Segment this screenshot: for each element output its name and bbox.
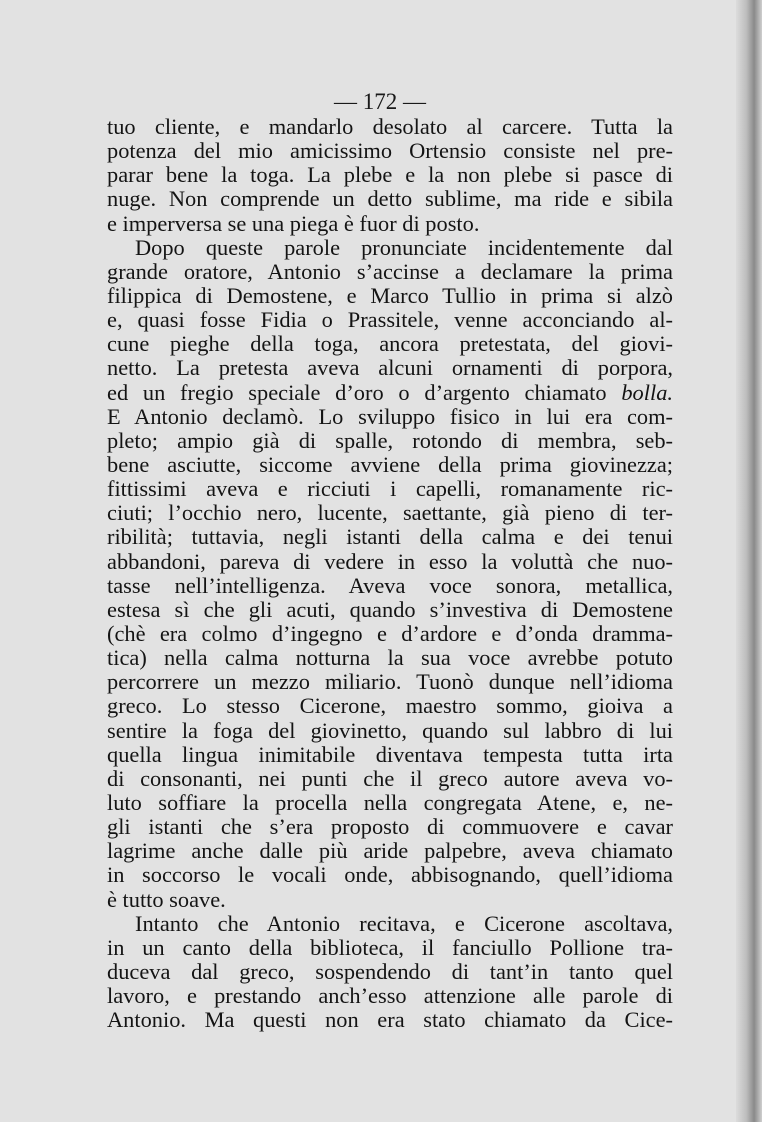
text-line: lagrime anche dalle più aride palpebre, aveva chiamato <box>107 838 673 864</box>
text-line: lavoro, e prestando anch’esso attenzione alle parole di <box>107 983 673 1009</box>
text-line: luto soffiare la procella nella congregata Atene, e, ne- <box>107 789 673 815</box>
text-line: tuo cliente, e mandarlo desolato al carcere. Tutta la <box>107 114 673 139</box>
text-line: E Antonio declamò. Lo sviluppo fisico in lui era com- <box>107 403 673 429</box>
text-line: abbandoni, pareva di vedere in esso la voluttà che nuo- <box>107 548 673 574</box>
text-line: ciuti; l’occhio nero, lucente, saettante, già pieno di ter- <box>107 500 673 526</box>
text-line: di consonanti, nei punti che il greco autore aveva vo- <box>107 765 673 791</box>
text-line: estesa sì che gli acuti, quando s’investiva di Demostene <box>107 596 673 622</box>
text-line: Intanto che Antonio recitava, e Cicerone ascoltava, <box>135 910 673 936</box>
text-line: bene asciutte, siccome avviene della prima giovinezza; <box>107 451 673 477</box>
text-line: tica) nella calma notturna la sua voce avrebbe potuto <box>107 645 673 671</box>
body-text <box>107 115 673 1032</box>
text-line: sentire la foga del giovinetto, quando sul labbro di lui <box>107 717 673 743</box>
text-line: e, quasi fosse Fidia o Prassitele, venne acconciando al- <box>107 307 673 333</box>
text-line: (chè era colmo d’ingegno e d’ardore e d’onda dramma- <box>107 620 673 646</box>
text-line: in un canto della biblioteca, il fanciullo Pollione tra- <box>107 934 673 960</box>
text-line-with-italic <box>107 381 673 405</box>
page-binding-edge <box>736 0 762 1122</box>
text-line: in soccorso le vocali onde, abbisognando, quell’idioma <box>107 862 673 888</box>
text-line-part: ed un fregio speciale d’oro o d’argento chiamato <box>107 379 622 405</box>
text-line: filippica di Demostene, e Marco Tullio in prima si alzò <box>107 282 673 308</box>
text-line: Antonio. Ma questi non era stato chiamato da Cice- <box>107 1007 673 1033</box>
text-line: duceva dal greco, sospendendo di tant’in tanto quel <box>107 958 673 984</box>
text-line: netto. La pretesta aveva alcuni ornamenti di porpora, <box>107 355 673 381</box>
text-line: gli istanti che s’era proposto di commuovere e cavar <box>107 814 673 840</box>
text-line: è tutto soave. <box>107 886 226 912</box>
text-line: greco. Lo stesso Cicerone, maestro sommo, gioiva a <box>107 693 673 719</box>
text-line: Dopo queste parole pronunciate incidentemente dal <box>135 234 673 260</box>
text-line: potenza del mio amicissimo Ortensio consiste nel pre- <box>107 138 673 164</box>
text-line: e imperversa se una piega è fuor di posto. <box>107 210 480 236</box>
text-line: cune pieghe della toga, ancora pretestata, del giovi- <box>107 331 673 357</box>
text-line: quella lingua inimitabile diventava tempesta tutta irta <box>107 741 673 767</box>
italic-term: bolla. <box>621 379 673 405</box>
text-line: tasse nell’intelligenza. Aveva voce sonora, metallica, <box>107 572 673 598</box>
text-line: pleto; ampio già di spalle, rotondo di membra, seb- <box>107 427 673 453</box>
text-line: fittissimi aveva e ricciuti i capelli, romanamente ric- <box>107 476 673 502</box>
text-line: ribilità; tuttavia, negli istanti della calma e dei tenui <box>107 524 673 550</box>
page-number: — 172 — <box>334 89 426 114</box>
text-line: parar bene la toga. La plebe e la non plebe si pasce di <box>107 162 673 188</box>
text-line: nuge. Non comprende un detto sublime, ma ride e sibila <box>107 186 673 212</box>
text-line: grande oratore, Antonio s’accinse a declamare la prima <box>107 258 673 284</box>
text-line: percorrere un mezzo miliario. Tuonò dunque nell’idioma <box>107 669 673 695</box>
